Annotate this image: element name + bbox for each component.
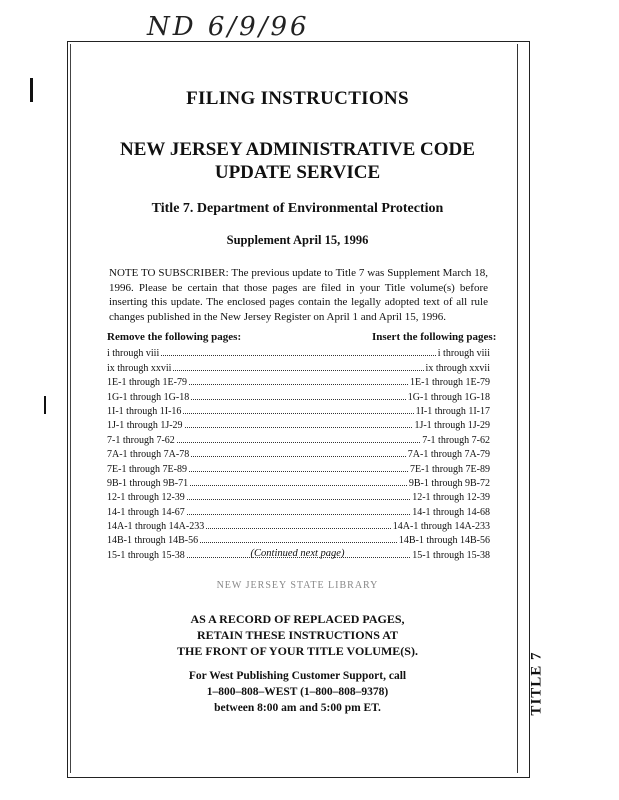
record-line: RETAIN THESE INSTRUCTIONS AT	[196, 628, 399, 642]
inner-rule	[70, 44, 71, 773]
margin-mark	[44, 396, 46, 414]
remove-pages: 9B-1 through 9B-71	[107, 477, 189, 489]
record-notice	[75, 611, 520, 659]
list-item	[107, 518, 490, 532]
list-item	[107, 388, 490, 402]
remove-pages: ix through xxvii	[107, 362, 172, 374]
list-item	[107, 403, 490, 417]
list-item	[107, 359, 490, 373]
record-line: THE FRONT OF YOUR TITLE VOLUME(S).	[177, 644, 418, 658]
insert-pages: 7E-1 through 7E-89	[410, 463, 490, 475]
remove-pages: 14A-1 through 14A-233	[107, 521, 205, 533]
remove-pages: 1E-1 through 1E-79	[107, 377, 187, 389]
title-tab	[517, 640, 562, 730]
remove-pages: 7-1 through 7-62	[107, 434, 175, 446]
dot-leader	[173, 370, 423, 371]
remove-pages: 14B-1 through 14B-56	[107, 535, 199, 547]
dot-leader	[191, 456, 406, 457]
insert-pages: 7A-1 through 7A-79	[407, 449, 490, 461]
insert-pages: 1J-1 through 1J-29	[414, 420, 490, 432]
insert-pages: 9B-1 through 9B-72	[408, 477, 490, 489]
list-item	[107, 374, 490, 388]
document-subtitle	[75, 138, 520, 184]
dot-leader	[191, 399, 406, 400]
support-phone: 1–800–808–WEST (1–800–808–9378)	[206, 686, 389, 698]
insert-pages: 1E-1 through 1E-79	[410, 377, 490, 389]
library-stamp: NEW JERSEY STATE LIBRARY	[216, 580, 379, 591]
dot-leader	[187, 514, 410, 515]
remove-pages: 1I-1 through 1I-16	[107, 405, 182, 417]
dot-leader	[185, 427, 413, 428]
dot-leader	[200, 542, 397, 543]
margin-mark	[30, 78, 33, 102]
title-heading: Title 7. Department of Environmental Protection	[151, 201, 444, 216]
insert-pages: i through viii	[437, 348, 490, 360]
page-list	[107, 345, 490, 561]
dot-leader	[190, 485, 407, 486]
insert-pages: 7-1 through 7-62	[422, 434, 490, 446]
insert-pages: 15-1 through 15-38	[412, 549, 490, 561]
support-info	[75, 668, 520, 716]
remove-pages: 1G-1 through 1G-18	[107, 391, 190, 403]
remove-pages: i through viii	[107, 348, 160, 360]
insert-pages: 14-1 through 14-68	[412, 506, 490, 518]
support-line: For West Publishing Customer Support, call	[188, 670, 407, 682]
remove-header: Remove the following pages:	[107, 331, 242, 343]
insert-header: Insert the following pages:	[372, 331, 497, 343]
note-to-subscriber: NOTE TO SUBSCRIBER: The previous update to Title 7 was Supplement March 18, 1996. Please be certain that those pages are filed in your Title volume(s) before inserting this update. The enclosed pages contain the legally adopted text of all rule changes published in the New Jersey Register on April 1 and April 15, 1996.	[109, 267, 488, 323]
list-item	[107, 345, 490, 359]
remove-pages: 12-1 through 12-39	[107, 492, 185, 504]
insert-pages: ix through xxvii	[425, 362, 490, 374]
insert-pages: 12-1 through 12-39	[412, 492, 490, 504]
dot-leader	[206, 528, 391, 529]
list-item	[107, 460, 490, 474]
remove-pages: 1J-1 through 1J-29	[107, 420, 183, 432]
insert-pages: 14A-1 through 14A-233	[392, 521, 490, 533]
document-title: FILING INSTRUCTIONS	[186, 88, 409, 109]
support-hours: between 8:00 am and 5:00 pm ET.	[214, 702, 381, 714]
list-item	[107, 475, 490, 489]
list-item	[107, 532, 490, 546]
continued-note: (Continued next page)	[250, 548, 345, 559]
title-tab-label: TITLE 7	[528, 651, 545, 716]
handwritten-initials: ND 6/9/96	[147, 12, 310, 42]
insert-pages: 1G-1 through 1G-18	[407, 391, 490, 403]
dot-leader	[161, 355, 436, 356]
supplement-date: Supplement April 15, 1996	[226, 233, 369, 247]
list-item	[107, 446, 490, 460]
remove-pages: 7E-1 through 7E-89	[107, 463, 187, 475]
insert-pages: 1I-1 through 1I-17	[415, 405, 490, 417]
list-item	[107, 417, 490, 431]
dot-leader	[183, 413, 413, 414]
remove-pages: 14-1 through 14-67	[107, 506, 185, 518]
subtitle-line: UPDATE SERVICE	[214, 162, 381, 183]
list-item	[107, 431, 490, 445]
remove-pages: 15-1 through 15-38	[107, 549, 185, 561]
dot-leader	[177, 442, 420, 443]
insert-pages: 14B-1 through 14B-56	[398, 535, 490, 547]
subtitle-line: NEW JERSEY ADMINISTRATIVE CODE	[120, 139, 475, 160]
remove-pages: 7A-1 through 7A-78	[107, 449, 190, 461]
dot-leader	[189, 384, 408, 385]
dot-leader	[189, 471, 408, 472]
record-line: AS A RECORD OF REPLACED PAGES,	[190, 612, 405, 626]
dot-leader	[187, 499, 410, 500]
list-item	[107, 489, 490, 503]
list-item	[107, 503, 490, 517]
